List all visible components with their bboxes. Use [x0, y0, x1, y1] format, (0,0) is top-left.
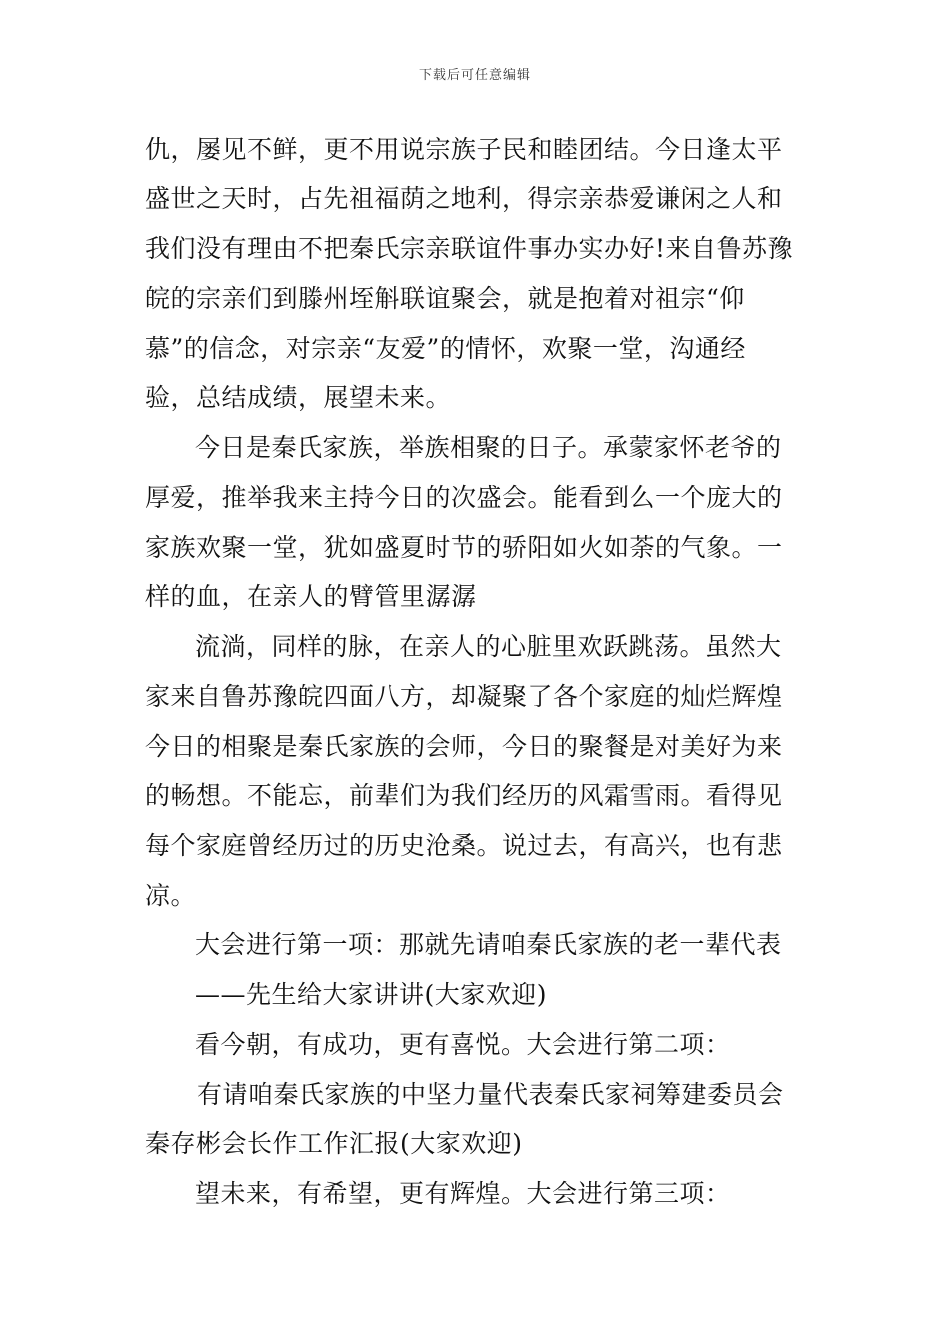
text-line: 样的血，在亲人的臂管里潺潺: [145, 582, 477, 611]
text-line: 有请咱秦氏家族的中坚力量代表秦氏家祠筹建委员会: [197, 1080, 784, 1109]
text-line: 看今朝，有成功，更有喜悦。大会进行第二项：: [195, 1030, 731, 1059]
text-line: 厚爱，推举我来主持今日的次盛会。能看到么一个庞大的: [145, 483, 783, 512]
text-line: 流淌，同样的脉，在亲人的心脏里欢跃跳荡。虽然大: [195, 632, 782, 661]
text-line: 家族欢聚一堂，犹如盛夏时节的骄阳如火如荼的气象。一: [145, 533, 783, 562]
text-line: 家来自鲁苏豫皖四面八方，却凝聚了各个家庭的灿烂辉煌: [145, 682, 783, 711]
text-line: 望未来，有希望，更有辉煌。大会进行第三项：: [195, 1179, 731, 1208]
text-line: 每个家庭曾经历过的历史沧桑。说过去，有高兴，也有悲: [145, 831, 783, 860]
text-line: 的畅想。不能忘，前辈们为我们经历的风霜雪雨。看得见: [145, 781, 783, 810]
text-line: 验，总结成绩，展望未来。: [145, 383, 452, 412]
text-line: 皖的宗亲们到滕州垤斛联谊聚会，就是抱着对祖宗“仰: [145, 284, 745, 313]
text-line: 盛世之天时，占先祖福荫之地利，得宗亲恭爱谦闲之人和: [145, 184, 783, 213]
text-line: ——先生给大家讲讲(大家欢迎): [195, 980, 548, 1009]
page-header: 下载后可任意编辑: [418, 68, 531, 83]
text-line: 秦存彬会长作工作汇报(大家欢迎): [145, 1129, 523, 1158]
text-line: 今日的相聚是秦氏家族的会师，今日的聚餐是对美好为来: [145, 732, 783, 761]
text-line: 大会进行第一项：那就先请咱秦氏家族的老一辈代表: [195, 930, 782, 959]
text-line: 慕”的信念，对宗亲“友爱”的情怀，欢聚一堂，沟通经: [145, 334, 746, 363]
text-line: 凉。: [145, 881, 197, 910]
text-line: 今日是秦氏家族，举族相聚的日子。承蒙家怀老爷的: [195, 433, 782, 462]
text-line: 我们没有理由不把秦氏宗亲联谊件事办实办好!来自鲁苏豫: [145, 234, 794, 263]
text-line: 仇，屡见不鲜，更不用说宗族子民和睦团结。今日逢太平: [145, 135, 783, 164]
